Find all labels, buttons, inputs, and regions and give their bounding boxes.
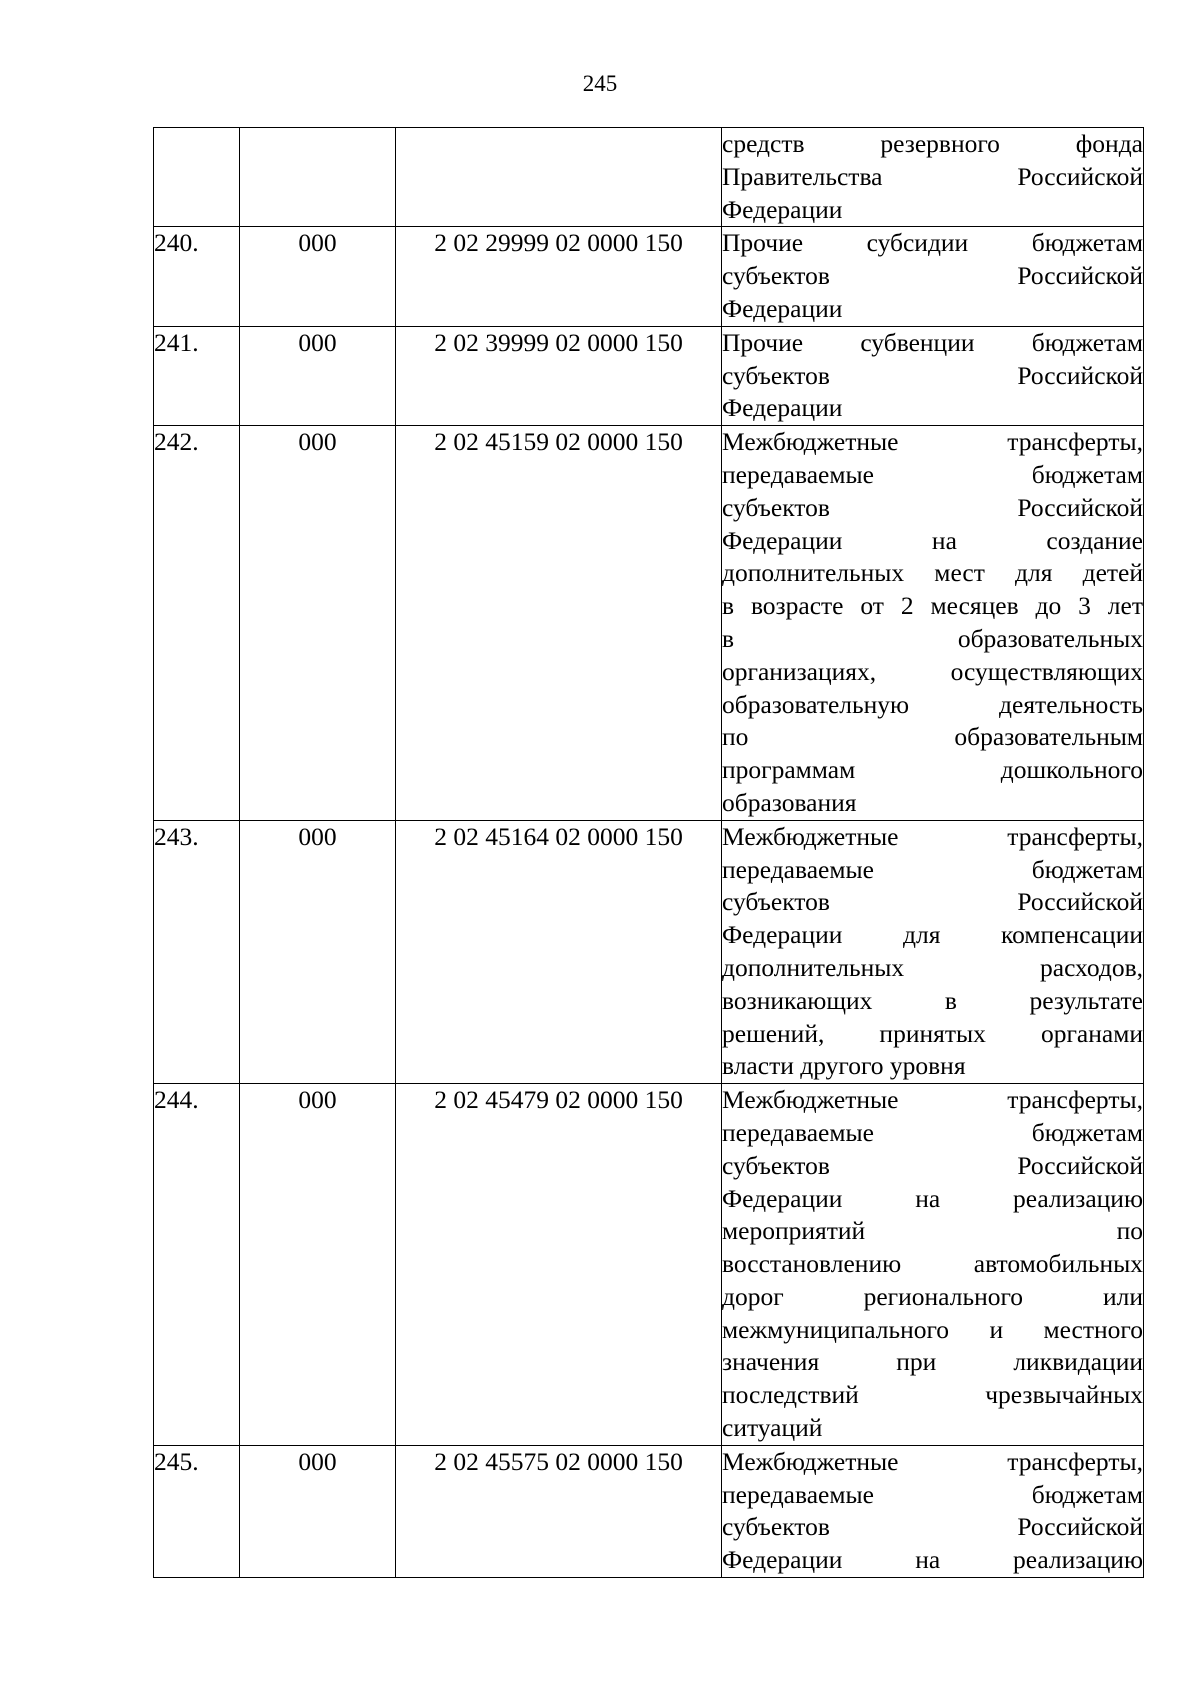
name-line: образования xyxy=(722,787,857,817)
budget-classification-table xyxy=(153,127,1144,1578)
income-name-cell xyxy=(722,426,1144,821)
table-row xyxy=(154,426,1144,821)
name-line: Межбюджетные трансферты, xyxy=(722,1085,1143,1115)
budget-code-cell: 2 02 39999 02 0000 150 xyxy=(396,326,722,425)
name-line: субъектов Российской xyxy=(722,887,1143,917)
name-line: Федерации на создание xyxy=(722,525,1143,555)
name-line: межмуниципального и местного xyxy=(722,1314,1143,1344)
name-line: Прочие субвенции бюджетам xyxy=(722,327,1143,357)
name-line: передаваемые бюджетам xyxy=(722,854,1143,884)
name-line: ситуаций xyxy=(722,1413,823,1443)
name-line: в возрасте от 2 месяцев до 3 лет xyxy=(722,591,1143,621)
name-line: организациях, осуществляющих xyxy=(722,656,1143,686)
name-line: дополнительных мест для детей xyxy=(722,558,1143,588)
table-row xyxy=(154,128,1144,227)
name-line: Межбюджетные трансферты, xyxy=(722,1446,1143,1476)
name-line: последствий чрезвычайных xyxy=(722,1380,1143,1410)
name-line: дорог регионального или xyxy=(722,1281,1143,1311)
administrator-code-cell: 000 xyxy=(240,426,396,821)
income-name-cell xyxy=(722,326,1144,425)
administrator-code-cell: 000 xyxy=(240,326,396,425)
name-line: образовательную деятельность xyxy=(722,689,1143,719)
name-line: решений, принятых органами xyxy=(722,1018,1143,1048)
row-number-cell: 241. xyxy=(154,326,240,425)
name-line: Федерации xyxy=(722,293,843,323)
name-line: передаваемые бюджетам xyxy=(722,1117,1143,1147)
budget-code-cell: 2 02 45164 02 0000 150 xyxy=(396,820,722,1083)
name-line: программам дошкольного xyxy=(722,755,1143,785)
table-row xyxy=(154,820,1144,1083)
name-line: Федерации на реализацию xyxy=(722,1183,1143,1213)
administrator-code-cell: 000 xyxy=(240,227,396,326)
name-line: Правительства Российской xyxy=(722,161,1143,191)
budget-code-cell: 2 02 29999 02 0000 150 xyxy=(396,227,722,326)
administrator-code-cell: 000 xyxy=(240,1445,396,1577)
name-line: Федерации xyxy=(722,194,843,224)
name-line: Федерации для компенсации xyxy=(722,920,1143,950)
name-line: Прочие субсидии бюджетам xyxy=(722,228,1143,258)
name-line: передаваемые бюджетам xyxy=(722,1479,1143,1509)
name-line: значения при ликвидации xyxy=(722,1347,1143,1377)
name-line: субъектов Российской xyxy=(722,261,1143,291)
name-line: Федерации на реализацию xyxy=(722,1545,1143,1575)
name-line: Федерации xyxy=(722,393,843,423)
name-line: Межбюджетные трансферты, xyxy=(722,821,1143,851)
page-number: 245 xyxy=(582,71,618,96)
name-line: субъектов Российской xyxy=(722,360,1143,390)
row-number-cell: 243. xyxy=(154,820,240,1083)
table-body xyxy=(154,128,1144,1578)
table-row xyxy=(154,1445,1144,1577)
row-number-cell: 242. xyxy=(154,426,240,821)
row-number-cell: 245. xyxy=(154,1445,240,1577)
table-row xyxy=(154,227,1144,326)
table-row xyxy=(154,326,1144,425)
name-line: в образовательных xyxy=(722,623,1143,653)
name-line: мероприятий по xyxy=(722,1216,1143,1246)
row-number-cell: 244. xyxy=(154,1084,240,1446)
name-line: Межбюджетные трансферты, xyxy=(722,427,1143,457)
name-line: субъектов Российской xyxy=(722,1150,1143,1180)
budget-code-cell: 2 02 45479 02 0000 150 xyxy=(396,1084,722,1446)
name-line: дополнительных расходов, xyxy=(722,952,1143,982)
income-name-cell xyxy=(722,128,1144,227)
name-line: субъектов Российской xyxy=(722,1512,1143,1542)
name-line: власти другого уровня xyxy=(722,1051,966,1081)
income-name-cell xyxy=(722,1084,1144,1446)
name-line: по образовательным xyxy=(722,722,1143,752)
budget-code-cell: 2 02 45159 02 0000 150 xyxy=(396,426,722,821)
name-line: передаваемые бюджетам xyxy=(722,459,1143,489)
administrator-code-cell: 000 xyxy=(240,1084,396,1446)
name-line: средств резервного фонда xyxy=(722,129,1143,158)
name-line: возникающих в результате xyxy=(722,985,1143,1015)
income-name-cell xyxy=(722,227,1144,326)
row-number-cell: 240. xyxy=(154,227,240,326)
administrator-code-cell xyxy=(240,128,396,227)
administrator-code-cell: 000 xyxy=(240,820,396,1083)
name-line: восстановлению автомобильных xyxy=(722,1249,1143,1279)
name-line: субъектов Российской xyxy=(722,492,1143,522)
row-number-cell xyxy=(154,128,240,227)
budget-code-cell: 2 02 45575 02 0000 150 xyxy=(396,1445,722,1577)
table-row xyxy=(154,1084,1144,1446)
income-name-cell xyxy=(722,1445,1144,1577)
budget-code-cell xyxy=(396,128,722,227)
income-name-cell xyxy=(722,820,1144,1083)
